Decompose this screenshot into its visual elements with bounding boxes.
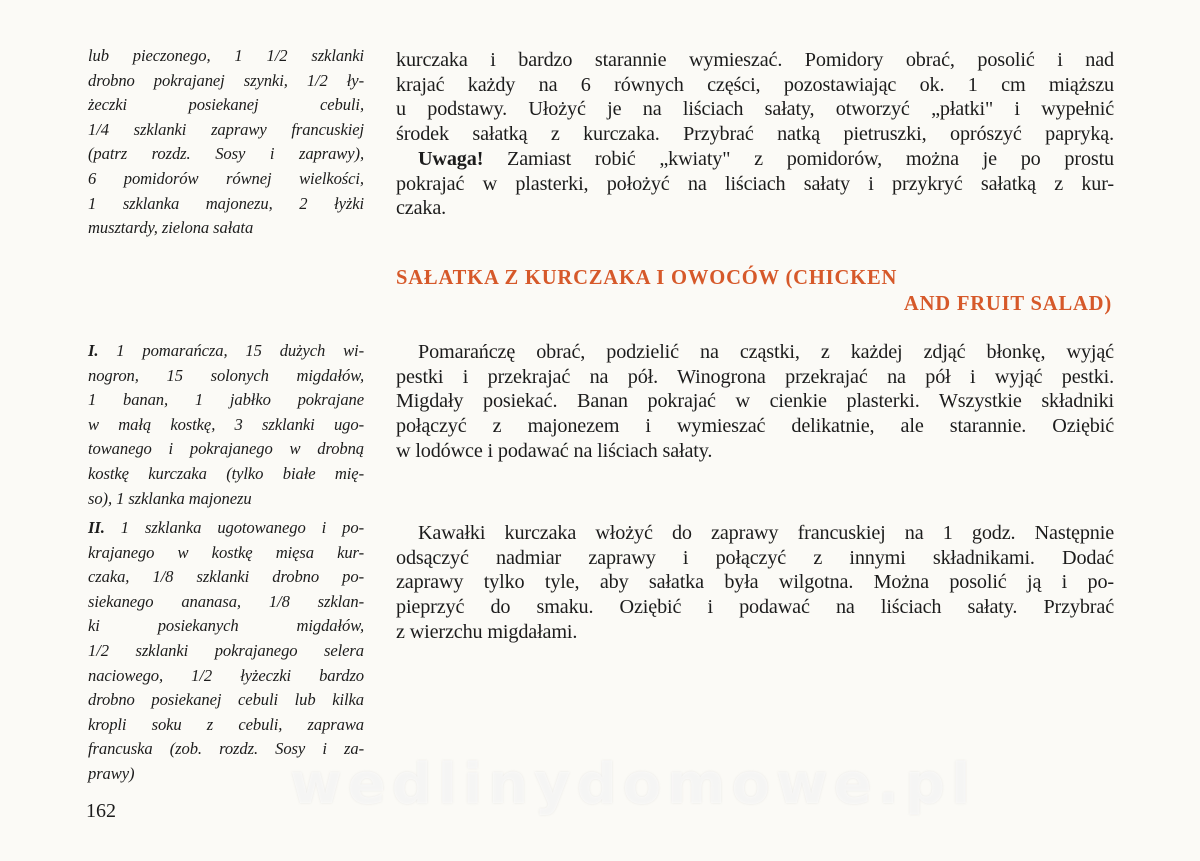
- recipe-heading: [396, 265, 1116, 317]
- ingredient-line: żeczki posiekanej cebuli,: [88, 95, 364, 115]
- ingredient-line: w małą kostkę, 3 szklanki ugo-: [88, 414, 364, 434]
- watermark: wedlinydomowe.pl: [290, 752, 977, 817]
- heading-line-2: AND FRUIT SALAD): [903, 293, 1112, 315]
- ingredient-line: so), 1 szklanka majonezu: [88, 488, 252, 508]
- ingredient-line: ki posiekanych migdałów,: [88, 616, 364, 636]
- text-line: Kawałki kurczaka włożyć do zaprawy francuskiej na 1 godz. Następnie: [418, 522, 1114, 544]
- ingredient-line: nogron, 15 solonych migdałów,: [88, 365, 364, 385]
- ingredient-text: 1 szklanka ugotowanego i po-: [104, 518, 364, 537]
- ingredient-line: 1/4 szklanki zaprawy francuskiej: [88, 119, 364, 139]
- ingredient-line: towanego i pokrajanego w drobną: [88, 439, 364, 459]
- ingredient-line: musztardy, zielona sałata: [88, 218, 254, 238]
- instructions-part-1: [396, 340, 1114, 464]
- ingredient-line: 1 szklanka majonezu, 2 łyżki: [88, 193, 364, 213]
- instructions-continued: [396, 48, 1114, 221]
- text-line: połączyć z majonezem i wymieszać delikatnie, ale starannie. Oziębić: [396, 415, 1114, 438]
- ingredient-line: drobno pokrajanej szynki, 1/2 ły-: [88, 70, 364, 90]
- ingredient-line: [88, 339, 364, 364]
- ingredient-line: 6 pomidorów równej wielkości,: [88, 168, 364, 188]
- ingredient-line: (patrz rozdz. Sosy i zaprawy),: [88, 144, 364, 164]
- ingredient-line: drobno posiekanej cebuli lub kilka: [88, 690, 364, 710]
- ingredient-line: [88, 516, 364, 541]
- ingredient-line: krajanego w kostkę mięsa kur-: [88, 542, 364, 562]
- page-number: 162: [86, 800, 116, 822]
- note-label: Uwaga!: [418, 147, 484, 170]
- text-line: krajać każdy na 6 równych części, pozostawiając ok. 1 cm miąższu: [396, 73, 1114, 96]
- heading-line-1: SAŁATKA Z KURCZAKA I OWOCÓW (CHICKEN: [396, 267, 898, 289]
- ingredient-line: siekanego ananasa, 1/8 szklan-: [88, 591, 364, 611]
- instructions-part-2: [396, 521, 1114, 645]
- ingredient-line: 1/2 szklanki pokrajanego selera: [88, 640, 364, 660]
- text-line: z wierzchu migdałami.: [396, 620, 578, 643]
- part-label: I.: [88, 341, 99, 360]
- ingredient-line: kostkę kurczaka (tylko białe mię-: [88, 463, 364, 483]
- text-line: odsączyć nadmiar zaprawy i połączyć z innymi składnikami. Dodać: [396, 546, 1114, 569]
- text-line: zaprawy tylko tyle, aby sałatka była wilgotna. Można posolić ją i po-: [396, 571, 1114, 594]
- note-line: [396, 147, 1114, 172]
- text-line: w lodówce i podawać na liściach sałaty.: [396, 439, 713, 462]
- text-line: u podstawy. Ułożyć je na liściach sałaty, otworzyć „płatki" i wypełnić: [396, 98, 1114, 121]
- ingredients-block-part-1: [88, 339, 364, 511]
- note-text: Zamiast robić „kwiaty" z pomidorów, można je po prostu: [483, 147, 1114, 170]
- ingredients-block-part-2: [88, 516, 364, 787]
- ingredient-line: lub pieczonego, 1 1/2 szklanki: [88, 46, 364, 65]
- text-line: pokrajać w plasterki, położyć na liściach sałaty i przykryć sałatką z kur-: [396, 172, 1114, 195]
- ingredient-line: 1 banan, 1 jabłko pokrajane: [88, 390, 364, 410]
- ingredient-line: naciowego, 1/2 łyżeczki bardzo: [88, 665, 364, 685]
- ingredient-text: 1 pomarańcza, 15 dużych wi-: [98, 341, 364, 360]
- text-line: pestki i przekrajać na pół. Winogrona przekrajać na pół i wyjąć pestki.: [396, 365, 1114, 388]
- ingredient-line: czaka, 1/8 szklanki drobno po-: [88, 567, 364, 587]
- text-line: czaka.: [396, 197, 447, 220]
- ingredient-line: prawy): [88, 763, 135, 783]
- ingredient-line: francuska (zob. rozdz. Sosy i za-: [88, 739, 364, 759]
- ingredients-block-continued: [88, 44, 364, 241]
- text-line: Migdały posiekać. Banan pokrajać w cienkie plasterki. Wszystkie składniki: [396, 390, 1114, 413]
- text-line: Pomarańczę obrać, podzielić na cząstki, z każdej zdjąć błonkę, wyjąć: [418, 341, 1114, 363]
- ingredient-line: kropli soku z cebuli, zaprawa: [88, 714, 364, 734]
- text-line: pieprzyć do smaku. Oziębić i podawać na liściach sałaty. Przybrać: [396, 596, 1114, 619]
- part-label: II.: [88, 518, 105, 537]
- text-line: środek sałatką z kurczaka. Przybrać natką pietruszki, oprószyć papryką.: [396, 123, 1114, 146]
- text-line: kurczaka i bardzo starannie wymieszać. Pomidory obrać, posolić i nad: [396, 49, 1114, 71]
